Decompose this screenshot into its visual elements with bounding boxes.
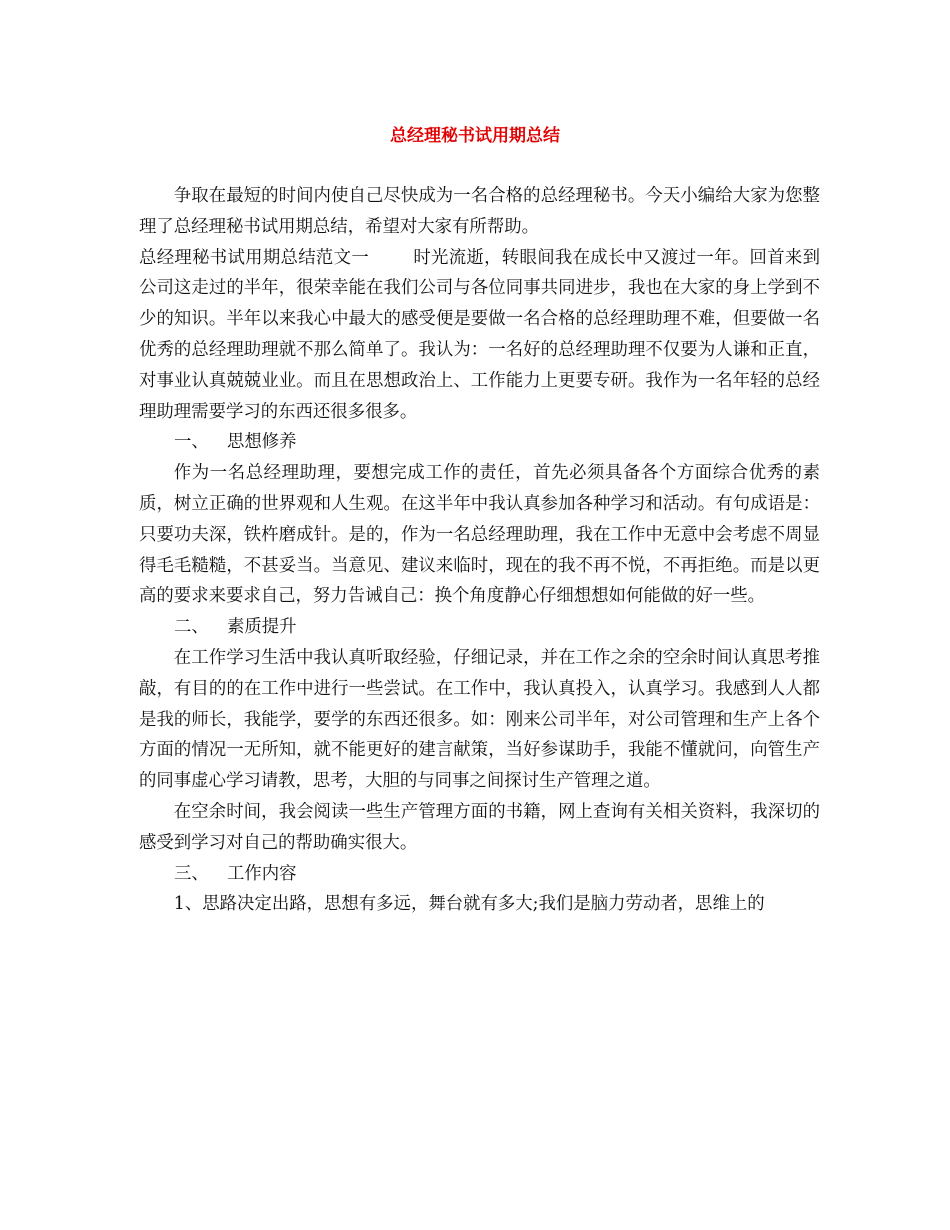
section-number-1: 一、 <box>174 432 209 453</box>
section-heading-1 <box>139 427 820 458</box>
section-2-paragraph-2: 在空余时间，我会阅读一些生产管理方面的书籍，网上查询有关相关资料，我深切的感受到学习对自己的帮助确实很大。 <box>139 801 820 853</box>
intro-paragraph: 争取在最短的时间内使自己尽快成为一名合格的总经理秘书。今天小编给大家为您整理了总经理秘书试用期总结，希望对大家有所帮助。 <box>139 186 820 237</box>
section-title-1: 思想修养 <box>227 432 297 453</box>
section-number-2: 二、 <box>174 617 209 638</box>
section-number-3: 三、 <box>174 863 209 884</box>
section-heading-2 <box>139 612 820 643</box>
section-3-paragraph: 1、思路决定出路，思想有多远，舞台就有多大;我们是脑力劳动者，思维上的 <box>173 894 765 915</box>
section-1-paragraph: 作为一名总经理助理，要想完成工作的责任，首先必须具备各个方面综合优秀的素质，树立正确的世界观和人生观。在这半年中我认真参加各种学习和活动。有句成语是：只要功夫深，铁杵磨成针。是的，作为一名总经理助理，我在工作中无意中会考虑不周显得毛毛糙糙，不甚妥当。当意见、建议来临时，现在的我不再不悦，不再拒绝。而是以更高的要求来要求自己，努力告诫自己：换个角度静心仔细想想如何能做的好一些。 <box>139 463 820 607</box>
section-2-paragraph-1: 在工作学习生活中我认真听取经验，仔细记录，并在工作之余的空余时间认真思考推敲，有目的的在工作中进行一些尝试。在工作中，我认真投入，认真学习。我感到人人都是我的师长，我能学，要学的东西还很多。如：刚来公司半年，对公司管理和生产上各个方面的情况一无所知，就不能更好的建言献策，当好参谋助手，我能不懂就问，向管生产的同事虚心学习请教，思考，大胆的与同事之间探讨生产管理之道。 <box>139 647 820 792</box>
document-body <box>139 181 820 920</box>
sample-text: 时光流逝，转眼间我在成长中又渡过一年。回首来到公司这走过的半年，很荣幸能在我们公司与各位同事共同进步，我也在大家的身上学到不少的知识。半年以来我心中最大的感受便是要做一名合格的总经理助理不难，但要做一名优秀的总经理助理就不那么简单了。我认为：一名好的总经理助理不仅要为人谦和正直，对事业认真兢兢业业。而且在思想政治上、工作能力上更要专研。我作为一名年轻的总经理助理需要学习的东西还很多很多。 <box>139 247 820 422</box>
sample-label: 总经理秘书试用期总结范文一 <box>139 247 370 268</box>
section-heading-3 <box>139 859 820 890</box>
section-title-2: 素质提升 <box>227 617 297 638</box>
sample-paragraph <box>139 243 820 428</box>
document-title: 总经理秘书试用期总结 <box>390 126 560 146</box>
section-title-3: 工作内容 <box>227 863 297 884</box>
